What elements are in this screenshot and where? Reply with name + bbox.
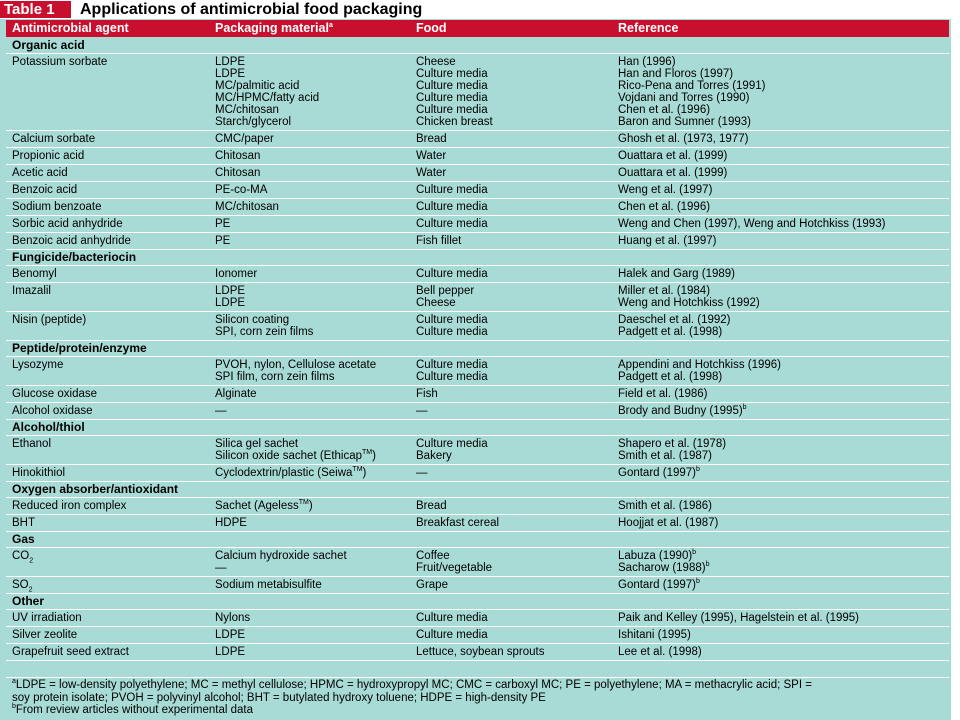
reference-cell bbox=[618, 388, 708, 400]
material-line: Chitosan bbox=[215, 150, 261, 162]
material-line: — bbox=[215, 405, 227, 417]
reference-cell bbox=[618, 268, 735, 280]
reference-footnote-marker: b bbox=[692, 549, 697, 557]
reference-line: Chen et al. (1996) bbox=[618, 104, 711, 116]
table-row bbox=[6, 131, 949, 148]
agent-cell: Sorbic acid anhydride bbox=[12, 218, 123, 230]
food-cell bbox=[416, 56, 493, 128]
material-cell bbox=[215, 646, 245, 658]
reference-cell bbox=[618, 133, 748, 145]
trademark-mark: TM bbox=[352, 466, 363, 474]
agent-cell: UV irradiation bbox=[12, 612, 82, 624]
reference-line: Ishitani (1995) bbox=[618, 629, 691, 641]
agent-cell: Silver zeolite bbox=[12, 629, 78, 641]
material-cell bbox=[215, 184, 267, 196]
material-cell bbox=[215, 56, 319, 128]
reference-line: Rico-Pena and Torres (1991) bbox=[618, 80, 766, 92]
material-cell bbox=[215, 579, 322, 591]
food-line: Coffee bbox=[416, 550, 450, 562]
agent-cell: Benzoic acid bbox=[12, 184, 78, 196]
food-line: Bread bbox=[416, 133, 447, 145]
reference-cell bbox=[618, 184, 712, 196]
category-row: Gas bbox=[6, 532, 949, 548]
material-cell bbox=[215, 388, 257, 400]
material-line: Sachet (Ageless™) bbox=[215, 499, 313, 512]
food-line: Culture media bbox=[416, 104, 488, 116]
reference-cell bbox=[618, 359, 781, 383]
reference-line: Padgett et al. (1998) bbox=[618, 371, 723, 383]
material-cell bbox=[215, 517, 247, 529]
food-line: Culture media bbox=[416, 629, 488, 641]
material-line: SPI film, corn zein films bbox=[215, 371, 335, 383]
material-line: Sodium metabisulfite bbox=[215, 579, 322, 591]
header-material bbox=[215, 21, 333, 36]
food-line: Fruit/vegetable bbox=[416, 562, 493, 574]
footnote-line: soy protein isolate; PVOH = polyvinyl alcohol; BHT = butylated hydroxy toluene; HDPE = high-density PE bbox=[12, 691, 546, 704]
food-cell bbox=[416, 235, 461, 247]
reference-footnote-marker: b bbox=[742, 404, 747, 412]
table-row bbox=[6, 233, 949, 250]
reference-line: Gontard $(1997)^b$ bbox=[618, 578, 700, 591]
food-cell bbox=[416, 438, 488, 462]
food-cell bbox=[416, 359, 488, 383]
agent-cell: Reduced iron complex bbox=[12, 500, 127, 512]
reference-line: Brody and Budny $(1995)^b$ bbox=[618, 404, 747, 417]
reference-cell bbox=[618, 646, 702, 658]
agent-subscript: 2 bbox=[29, 557, 34, 565]
reference-line: Baron and Sumner (1993) bbox=[618, 116, 751, 128]
reference-line: Daeschel et al. (1992) bbox=[618, 314, 731, 326]
agent-cell: Grapefruit seed extract bbox=[12, 646, 129, 658]
material-line: MC/palmitic acid bbox=[215, 80, 300, 92]
food-line: Culture media bbox=[416, 612, 488, 624]
material-line: Ionomer bbox=[215, 268, 258, 280]
material-line: LDPE bbox=[215, 646, 246, 658]
reference-line: Weng and Chen (1997), Weng and Hotchkiss (1993) bbox=[618, 218, 886, 230]
agent-cell: Benzoic acid anhydride bbox=[12, 235, 131, 247]
material-cell bbox=[215, 314, 313, 338]
material-cell bbox=[215, 133, 274, 145]
food-cell bbox=[416, 201, 488, 213]
reference-cell bbox=[618, 56, 765, 128]
food-line: Fish bbox=[416, 388, 438, 400]
agent-cell: $SO_2$ bbox=[12, 579, 33, 594]
reference-line: Ouattara et al. (1999) bbox=[618, 150, 728, 162]
food-line: Culture media bbox=[416, 268, 488, 280]
agent-cell: Lysozyme bbox=[12, 359, 64, 371]
header-food: Food bbox=[416, 21, 447, 35]
reference-line: Weng et al. (1997) bbox=[618, 184, 713, 196]
reference-footnote-marker: b bbox=[696, 578, 700, 586]
table-number-tag: Table 1 bbox=[0, 1, 71, 18]
food-line: Culture media bbox=[416, 314, 488, 326]
table-row bbox=[6, 436, 949, 465]
reference-line: Sacharow $(1988)^b$ bbox=[618, 561, 710, 574]
reference-line: Weng and Hotchkiss (1992) bbox=[618, 297, 760, 309]
material-cell bbox=[215, 218, 230, 230]
food-line: Culture media bbox=[416, 218, 488, 230]
food-cell bbox=[416, 517, 499, 529]
reference-line: Shapero et al. (1978) bbox=[618, 438, 727, 450]
agent-cell: Glucose oxidase bbox=[12, 388, 98, 400]
material-line: SPI, corn zein films bbox=[215, 326, 314, 338]
category-row: Peptide/protein/enzyme bbox=[6, 341, 949, 357]
food-line: Breakfast cereal bbox=[416, 517, 500, 529]
food-cell bbox=[416, 184, 488, 196]
table-row bbox=[6, 386, 949, 403]
reference-cell bbox=[618, 629, 691, 641]
agent-cell: Acetic acid bbox=[12, 167, 68, 179]
agent-cell: Calcium sorbate bbox=[12, 133, 96, 145]
header-material-marker: a bbox=[328, 21, 333, 29]
food-line: Culture media bbox=[416, 68, 488, 80]
table-row bbox=[6, 312, 949, 341]
food-line: Bakery bbox=[416, 450, 452, 462]
table-row bbox=[6, 182, 949, 199]
material-line: PVOH, nylon, Cellulose acetate bbox=[215, 359, 377, 371]
material-cell bbox=[215, 405, 227, 417]
food-line: Culture media bbox=[416, 92, 488, 104]
title-bar bbox=[0, 0, 951, 19]
table-row bbox=[6, 148, 949, 165]
material-line: Chitosan bbox=[215, 167, 261, 179]
food-cell bbox=[416, 268, 488, 280]
food-cell bbox=[416, 467, 428, 479]
reference-cell bbox=[618, 517, 718, 529]
agent-cell: Propionic acid bbox=[12, 150, 85, 162]
material-line: Silicon oxide sachet (Ethicap™) bbox=[215, 449, 376, 462]
material-cell bbox=[215, 285, 245, 309]
agent-cell: Potassium sorbate bbox=[12, 56, 108, 68]
table-row bbox=[6, 548, 949, 577]
material-cell bbox=[215, 268, 257, 280]
food-line: Culture media bbox=[416, 201, 488, 213]
material-line: LDPE bbox=[215, 285, 246, 297]
material-cell bbox=[215, 359, 376, 383]
table-row bbox=[6, 165, 949, 182]
food-line: Bread bbox=[416, 500, 447, 512]
food-cell bbox=[416, 579, 448, 591]
reference-line: Hoojjat et al. (1987) bbox=[618, 517, 719, 529]
reference-footnote-marker: b bbox=[705, 561, 710, 569]
category-row: Alcohol/thiol bbox=[6, 420, 949, 436]
material-line: Cyclodextrin/plastic (Seiwa™) bbox=[215, 466, 367, 479]
agent-cell: BHT bbox=[12, 517, 35, 529]
footnote-marker: a bbox=[12, 678, 16, 686]
food-line: Bell pepper bbox=[416, 285, 475, 297]
reference-cell bbox=[618, 467, 700, 479]
table-row bbox=[6, 577, 949, 594]
table-row bbox=[6, 644, 949, 661]
reference-line: Field et al. (1986) bbox=[618, 388, 708, 400]
table-row bbox=[6, 610, 949, 627]
material-cell bbox=[215, 550, 347, 574]
reference-line: Smith et al. (1987) bbox=[618, 450, 712, 462]
reference-cell bbox=[618, 235, 716, 247]
material-line: Starch/glycerol bbox=[215, 116, 292, 128]
reference-line: Ouattara et al. (1999) bbox=[618, 167, 728, 179]
reference-cell bbox=[618, 167, 727, 179]
food-line: Culture media bbox=[416, 359, 488, 371]
food-line: Culture media bbox=[416, 184, 488, 196]
material-line: MC/chitosan bbox=[215, 104, 279, 116]
reference-line: Lee et al. (1998) bbox=[618, 646, 702, 658]
material-line: Silicon coating bbox=[215, 314, 290, 326]
food-cell bbox=[416, 150, 446, 162]
reference-line: Gontard $(1997)^b$ bbox=[618, 466, 700, 479]
food-line: Water bbox=[416, 167, 447, 179]
category-row: Other bbox=[6, 594, 949, 610]
material-line: Alginate bbox=[215, 388, 257, 400]
table-row bbox=[6, 498, 949, 515]
material-line: LDPE bbox=[215, 68, 246, 80]
reference-line: Huang et al. (1997) bbox=[618, 235, 717, 247]
footnote-line: $^b$From review articles without experimental data bbox=[12, 703, 254, 716]
material-line: MC/chitosan bbox=[215, 201, 279, 213]
reference-cell bbox=[618, 405, 747, 417]
food-line: Culture media bbox=[416, 438, 488, 450]
material-line: HDPE bbox=[215, 517, 247, 529]
food-line: Water bbox=[416, 150, 447, 162]
food-cell bbox=[416, 388, 438, 400]
food-cell bbox=[416, 550, 492, 574]
table-title: Applications of antimicrobial food packaging bbox=[80, 1, 423, 18]
food-cell bbox=[416, 405, 428, 417]
table-row bbox=[6, 627, 949, 644]
material-line: Calcium hydroxide sachet bbox=[215, 550, 347, 562]
category-row: Oxygen absorber/antioxidant bbox=[6, 482, 949, 498]
material-line: PE bbox=[215, 235, 231, 247]
material-line: LDPE bbox=[215, 297, 246, 309]
trademark-mark: TM bbox=[298, 499, 309, 507]
food-line: Grape bbox=[416, 579, 448, 591]
reference-cell bbox=[618, 550, 709, 574]
material-line: CMC/paper bbox=[215, 133, 274, 145]
footnotes bbox=[6, 677, 949, 717]
header-reference: Reference bbox=[618, 21, 679, 35]
table-row bbox=[6, 199, 949, 216]
reference-cell bbox=[618, 285, 760, 309]
material-cell bbox=[215, 612, 250, 624]
food-line: Chicken breast bbox=[416, 116, 493, 128]
agent-cell: Sodium benzoate bbox=[12, 201, 102, 213]
material-line: Silica gel sachet bbox=[215, 438, 299, 450]
reference-line: Appendini and Hotchkiss (1996) bbox=[618, 359, 782, 371]
food-line: Cheese bbox=[416, 56, 456, 68]
reference-cell bbox=[618, 201, 710, 213]
reference-cell bbox=[618, 612, 859, 624]
reference-line: Labuza $(1990)^b$ bbox=[618, 549, 697, 562]
food-line: Cheese bbox=[416, 297, 456, 309]
food-line: Culture media bbox=[416, 326, 488, 338]
reference-line: Smith et al. (1986) bbox=[618, 500, 712, 512]
reference-line: Halek and Garg (1989) bbox=[618, 268, 735, 280]
food-cell bbox=[416, 500, 447, 512]
food-cell bbox=[416, 218, 488, 230]
table-row bbox=[6, 266, 949, 283]
reference-line: Miller et al. (1984) bbox=[618, 285, 711, 297]
reference-cell bbox=[618, 314, 731, 338]
material-line: LDPE bbox=[215, 629, 246, 641]
agent-cell: Ethanol bbox=[12, 438, 52, 450]
reference-line: Han and Floros (1997) bbox=[618, 68, 734, 80]
reference-cell bbox=[618, 150, 727, 162]
food-line: Fish fillet bbox=[416, 235, 462, 247]
table-row bbox=[6, 465, 949, 482]
agent-cell: Nisin (peptide) bbox=[12, 314, 87, 326]
table-row bbox=[6, 216, 949, 233]
reference-line: Padgett et al. (1998) bbox=[618, 326, 723, 338]
material-cell bbox=[215, 167, 260, 179]
material-cell bbox=[215, 500, 313, 512]
food-line: Lettuce, soybean sprouts bbox=[416, 646, 545, 658]
material-cell bbox=[215, 201, 279, 213]
material-line: MC/HPMC/fatty acid bbox=[215, 92, 320, 104]
material-cell bbox=[215, 467, 366, 479]
table-row bbox=[6, 357, 949, 386]
reference-cell bbox=[618, 218, 885, 230]
reference-footnote-marker: b bbox=[696, 466, 700, 474]
reference-line: Vojdani and Torres (1990) bbox=[618, 92, 750, 104]
material-line: — bbox=[215, 562, 227, 574]
agent-cell: Hinokithiol bbox=[12, 467, 66, 479]
material-cell bbox=[215, 235, 230, 247]
material-line: Nylons bbox=[215, 612, 251, 624]
category-row: Fungicide/bacteriocin bbox=[6, 250, 949, 266]
footnote-marker: b bbox=[12, 703, 16, 711]
reference-cell bbox=[618, 500, 712, 512]
reference-line: Chen et al. (1996) bbox=[618, 201, 711, 213]
agent-subscript: 2 bbox=[28, 586, 33, 594]
food-line: — bbox=[416, 467, 428, 479]
food-cell bbox=[416, 314, 488, 338]
category-row: Organic acid bbox=[6, 38, 949, 54]
food-cell bbox=[416, 167, 446, 179]
agent-cell: Alcohol oxidase bbox=[12, 405, 93, 417]
food-cell bbox=[416, 285, 474, 309]
material-cell bbox=[215, 438, 376, 462]
food-line: Culture media bbox=[416, 80, 488, 92]
material-line: PE bbox=[215, 218, 231, 230]
material-cell bbox=[215, 629, 245, 641]
reference-line: Paik and Kelley (1995), Hagelstein et al. (1995) bbox=[618, 612, 860, 624]
footnote-line: $^a$LDPE = low-density polyethylene; MC = methyl cellulose; HPMC = hydroxypropyl MC; CMC = carboxyl MC; PE = polyethylene; MA = methacrylic acid; SPI = bbox=[12, 678, 812, 691]
table-row bbox=[6, 515, 949, 532]
material-line: PE-co-MA bbox=[215, 184, 268, 196]
food-cell bbox=[416, 646, 545, 658]
food-line: Culture media bbox=[416, 371, 488, 383]
agent-cell: Benomyl bbox=[12, 268, 57, 280]
food-line: — bbox=[416, 405, 428, 417]
column-header-row bbox=[6, 20, 949, 37]
table-row bbox=[6, 403, 949, 420]
material-cell bbox=[215, 150, 260, 162]
agent-cell: $CO_2$ bbox=[12, 550, 34, 565]
material-line: LDPE bbox=[215, 56, 246, 68]
header-agent: Antimicrobial agent bbox=[12, 21, 129, 35]
food-cell bbox=[416, 612, 488, 624]
reference-line: Ghosh et al. (1973, 1977) bbox=[618, 133, 749, 145]
table-body bbox=[6, 38, 949, 661]
reference-cell bbox=[618, 438, 726, 462]
agent-cell: Imazalil bbox=[12, 285, 51, 297]
food-cell bbox=[416, 133, 447, 145]
trademark-mark: TM bbox=[362, 449, 373, 457]
header-material-label: Packaging material bbox=[215, 21, 329, 35]
reference-cell bbox=[618, 579, 700, 591]
table-row bbox=[6, 54, 949, 131]
table-row bbox=[6, 283, 949, 312]
food-cell bbox=[416, 629, 488, 641]
reference-line: Han (1996) bbox=[618, 56, 676, 68]
